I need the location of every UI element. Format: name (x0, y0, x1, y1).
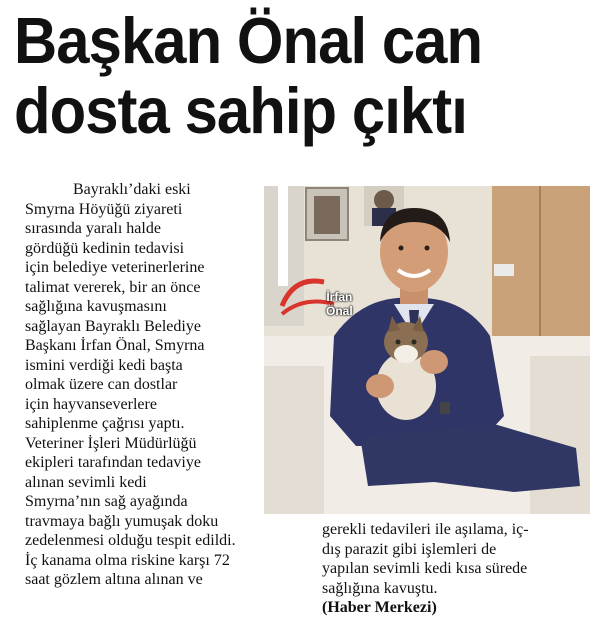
article-body-right-column (322, 520, 592, 618)
headline (14, 6, 548, 146)
photo-caption (326, 290, 353, 318)
body-line: sağlayan Bayraklı Belediye (25, 317, 201, 335)
body-line: alınan sevimli kedi (25, 473, 147, 491)
body-line: Smyrna’nın sağ ayağında (25, 493, 188, 510)
photo-illustration (264, 186, 590, 514)
body-line: yapılan sevimli kedi kısa sürede (322, 560, 528, 577)
body-line: İç kanama olma riskine karşı 72 (25, 551, 230, 569)
body-line: saat gözlem altına alınan ve (25, 571, 203, 588)
body-line: sahiplenme çağrısı yaptı. (25, 415, 185, 432)
byline: (Haber Merkezi) (322, 599, 437, 616)
body-line: sırasında yaralı halde (25, 220, 161, 237)
article-body-left-column (25, 180, 265, 590)
news-photo (264, 186, 590, 514)
body-line: travmaya bağlı yumuşak doku (25, 512, 219, 530)
body-line: talimat vererek, bir an önce (25, 278, 201, 296)
body-line: dış parazit gibi işlemleri de (322, 540, 497, 558)
body-line: gerekli tedavileri ile aşılama, iç- (322, 521, 529, 538)
body-line: sağlığına kavuştu. (322, 579, 438, 597)
body-line: sağlığına kavuşmasını (25, 298, 167, 315)
body-line: zedelenmesi olduğu tespit edildi. (25, 532, 236, 549)
body-line: ismini verdiği kedi başta (25, 356, 183, 374)
headline-line-1: Başkan Önal can (14, 4, 483, 77)
headline-line-2: dosta sahip çıktı (14, 74, 467, 147)
body-line: için hayvanseverlere (25, 395, 157, 413)
body-line: için belediye veterinerlerine (25, 259, 205, 276)
caption-line-2: Önal (326, 304, 353, 318)
body-line: Smyrna Höyüğü ziyareti (25, 200, 183, 218)
body-line: ekipleri tarafından tedaviye (25, 454, 201, 471)
caption-line-1: İrfan (326, 290, 353, 304)
body-line: Veteriner İşleri Müdürlüğü (25, 434, 197, 452)
body-line: olmak üzere can dostlar (25, 376, 178, 393)
body-line: Bayraklı’daki eski (73, 181, 191, 198)
body-line: Başkanı İrfan Önal, Smyrna (25, 337, 205, 354)
body-line: gördüğü kedinin tedavisi (25, 239, 185, 257)
